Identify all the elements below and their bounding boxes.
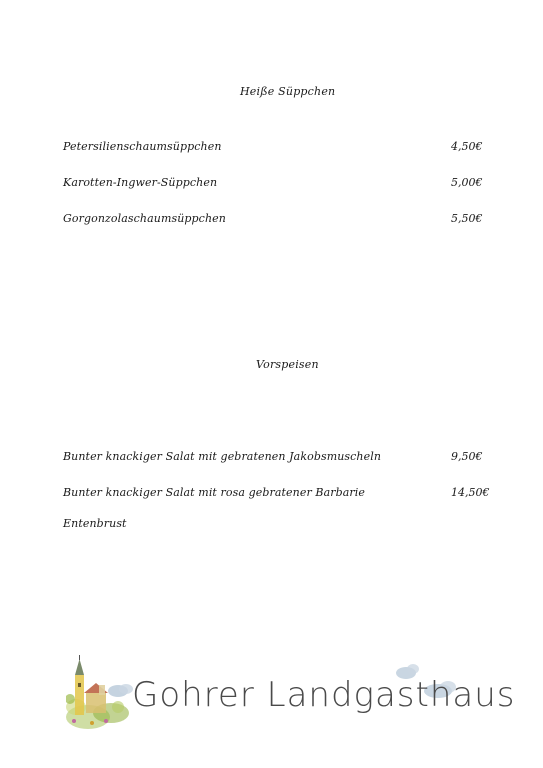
menu-item-price: 9,50€: [451, 450, 483, 463]
menu-item-name: Gorgonzolaschaumsüppchen: [63, 212, 226, 225]
logo-text: Gohrer Landgasthaus: [132, 675, 516, 715]
menu-item-name: Bunter knackiger Salat mit gebratenen Jakobsmuscheln: [63, 450, 382, 463]
logo: [66, 655, 516, 735]
section-title-starters: Vorspeisen: [256, 358, 319, 371]
menu-item-name: Bunter knackiger Salat mit rosa gebratener Barbarie: [63, 486, 366, 499]
menu-item-name: Petersilienschaumsüppchen: [63, 140, 222, 153]
section-title-soups: Heiße Süppchen: [240, 85, 336, 98]
menu-item-price: 14,50€: [451, 486, 490, 499]
menu-item-price: 5,50€: [451, 212, 483, 225]
menu-item-name-continued: Entenbrust: [63, 517, 127, 530]
menu-item-price: 5,00€: [451, 176, 483, 189]
menu-item-price: 4,50€: [451, 140, 483, 153]
menu-item-name: Karotten-Ingwer-Süppchen: [63, 176, 218, 189]
